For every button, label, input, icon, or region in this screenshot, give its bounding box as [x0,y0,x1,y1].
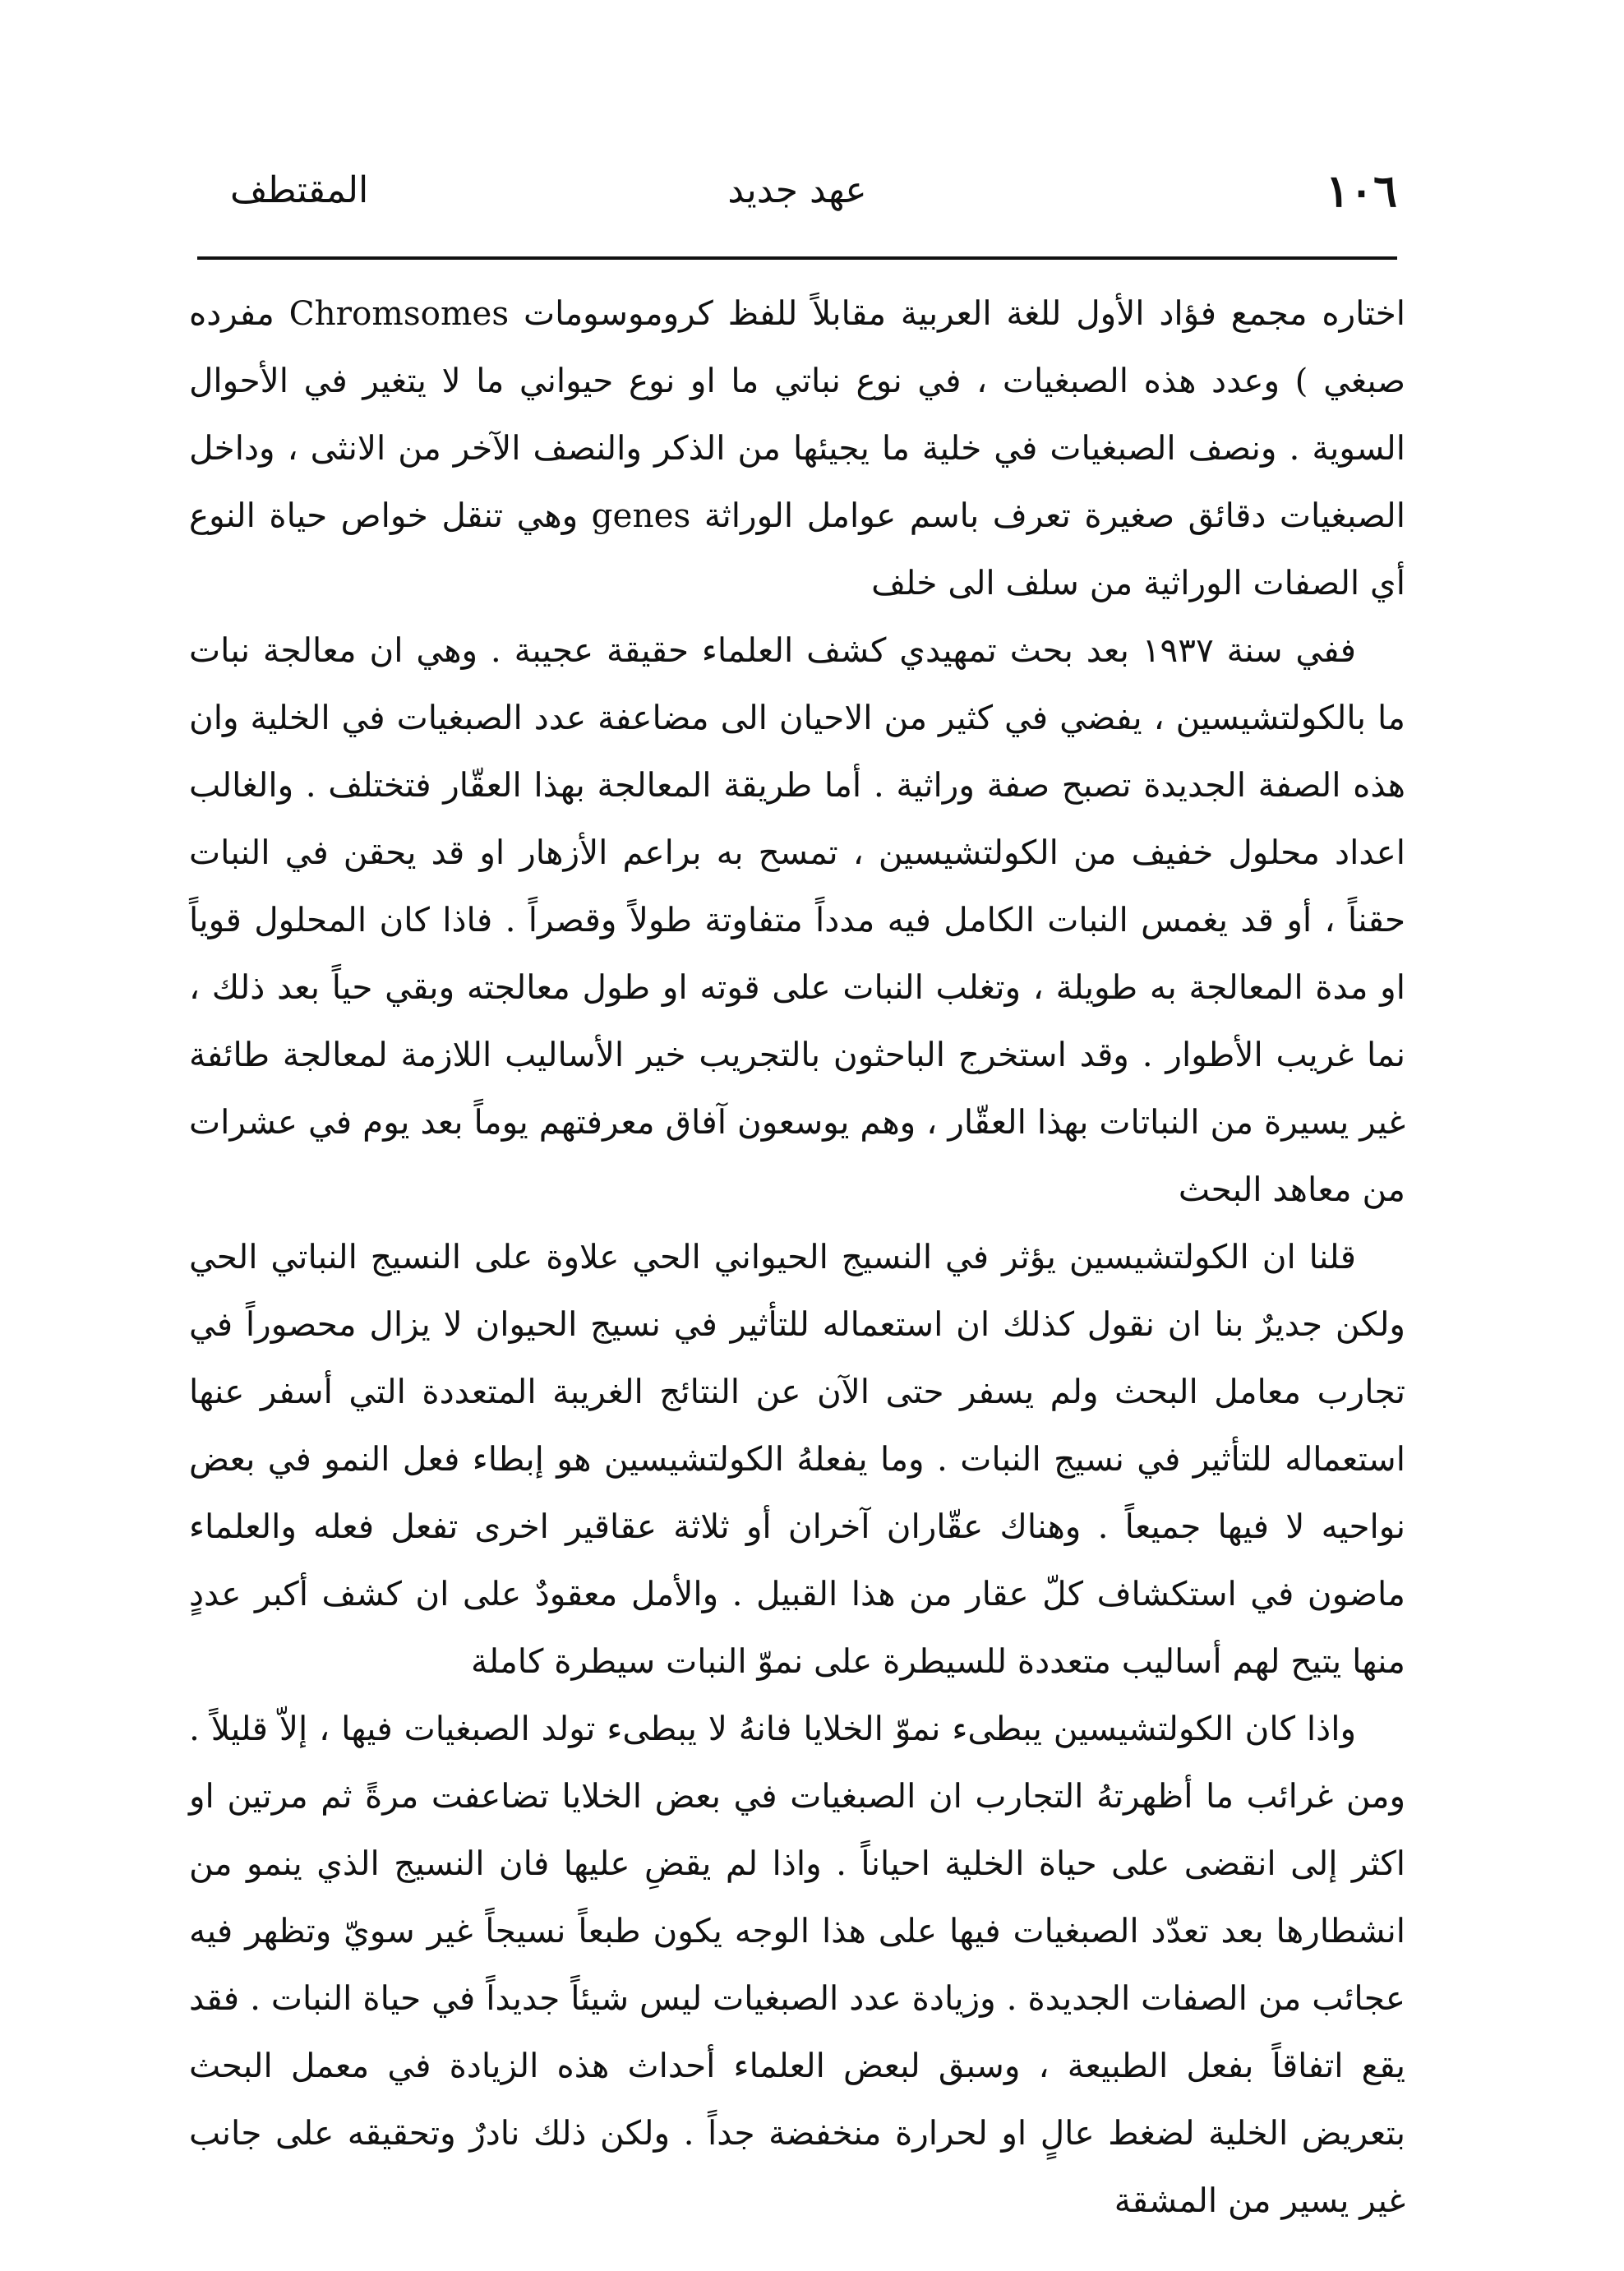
paragraph-4: واذا كان الكولتشيسين يبطىء نموّ الخلايا فانهُ لا يبطىء تولد الصبغيات فيها ، إلاّ قليلاً . ومن غرائب ما أظهرتهُ التجارب ان الصبغيات في بعض الخلايا تضاعفت مرةً ثم مرتين او اكثر إلى انقضى على حياة الخلية احياناً . واذا لم يقضِ عليها فان النسيج الذي ينمو من انشطارها بعد تعدّد الصبغيات فيها على هذا الوجه يكون طبعاً نسيجاً غير سويّ وتظهر فيه عجائب من الصفات الجديدة . وزيادة عدد الصبغيات ليس شيئاً جديداً في حياة النبات . فقد يقع اتفاقاً بفعل الطبيعة ، وسبق لبعض العلماء أحداث هذه الزيادة في معمل البحث بتعريض الخلية لضغط عالٍ او لحرارة منخفضة جداً . ولكن ذلك نادرٌ وتحقيقه على جانب غير يسير من المشقة [189,1709,1405,2220]
article-body [189,279,1405,2234]
paragraph-2: ففي سنة ١٩٣٧ بعد بحث تمهيدي كشف العلماء حقيقة عجيبة . وهي ان معالجة نبات ما بالكولتشيسين ، يفضي في كثير من الاحيان الى مضاعفة عدد الصبغيات في الخلية وان هذه الصفة الجديدة تصبح صفة وراثية . أما طريقة المعالجة بهذا العقّار فتختلف . والغالب اعداد محلول خفيف من الكولتشيسين ، تمسح به براعم الأزهار او قد يحقن في النبات حقناً ، أو قد يغمس النبات الكامل فيه مدداً متفاوتة طولاً وقصراً . فاذا كان المحلول قوياً او مدة المعالجة به طويلة ، وتغلب النبات على قوته او طول معالجته وبقي حياً بعد ذلك ، نما غريب الأطوار . وقد استخرج الباحثون بالتجريب خير الأساليب اللازمة لمعالجة طائفة غير يسيرة من النباتات بهذا العقّار ، وهم يوسعون آفاق معرفتهم يوماً بعد يوم في عشرات من معاهد البحث [189,630,1405,1209]
paragraph-3: قلنا ان الكولتشيسين يؤثر في النسيج الحيواني الحي علاوة على النسيج النباتي الحي ولكن جديرٌ بنا ان نقول كذلك ان استعماله للتأثير في نسيج الحيوان لا يزال محصوراً في تجارب معامل البحث ولم يسفر حتى الآن عن النتائج الغريبة المتعددة التي أسفر عنها استعماله للتأثير في نسيج النبات . وما يفعلهُ الكولتشيسين هو إبطاء فعل النمو في بعض نواحيه لا فيها جميعاً . وهناك عقّاران آخران أو ثلاثة عقاقير اخرى تفعل فعله والعلماء ماضون في استكشاف كلّ عقار من هذا القبيل . والأمل معقودٌ على ان كشف أكبر عددٍ منها يتيح لهم أساليب متعددة للسيطرة على نموّ النبات سيطرة كاملة [189,1237,1405,1681]
page-header [197,164,1397,238]
header-rule [197,256,1397,260]
running-title: عهد جديد [727,169,867,211]
page-number: ١٠٦ [1325,164,1397,217]
paragraph-1: اختاره مجمع فؤاد الأول للغة العربية مقابلاً للفظ كروموسومات Chromsomes مفرده صبغي ) وعدد هذه الصبغيات ، في نوع نباتي ما او نوع حيواني ما لا يتغير في الأحوال السوية . ونصف الصبغيات في خلية ما يجيئها من الذكر والنصف الآخر من الانثى ، وداخل الصبغيات دقائق صغيرة تعرف باسم عوامل الوراثة genes وهي تنقل خواص حياة النوع أي الصفات الوراثية من سلف الى خلف [189,293,1405,602]
journal-name: المقتطف [230,169,369,211]
